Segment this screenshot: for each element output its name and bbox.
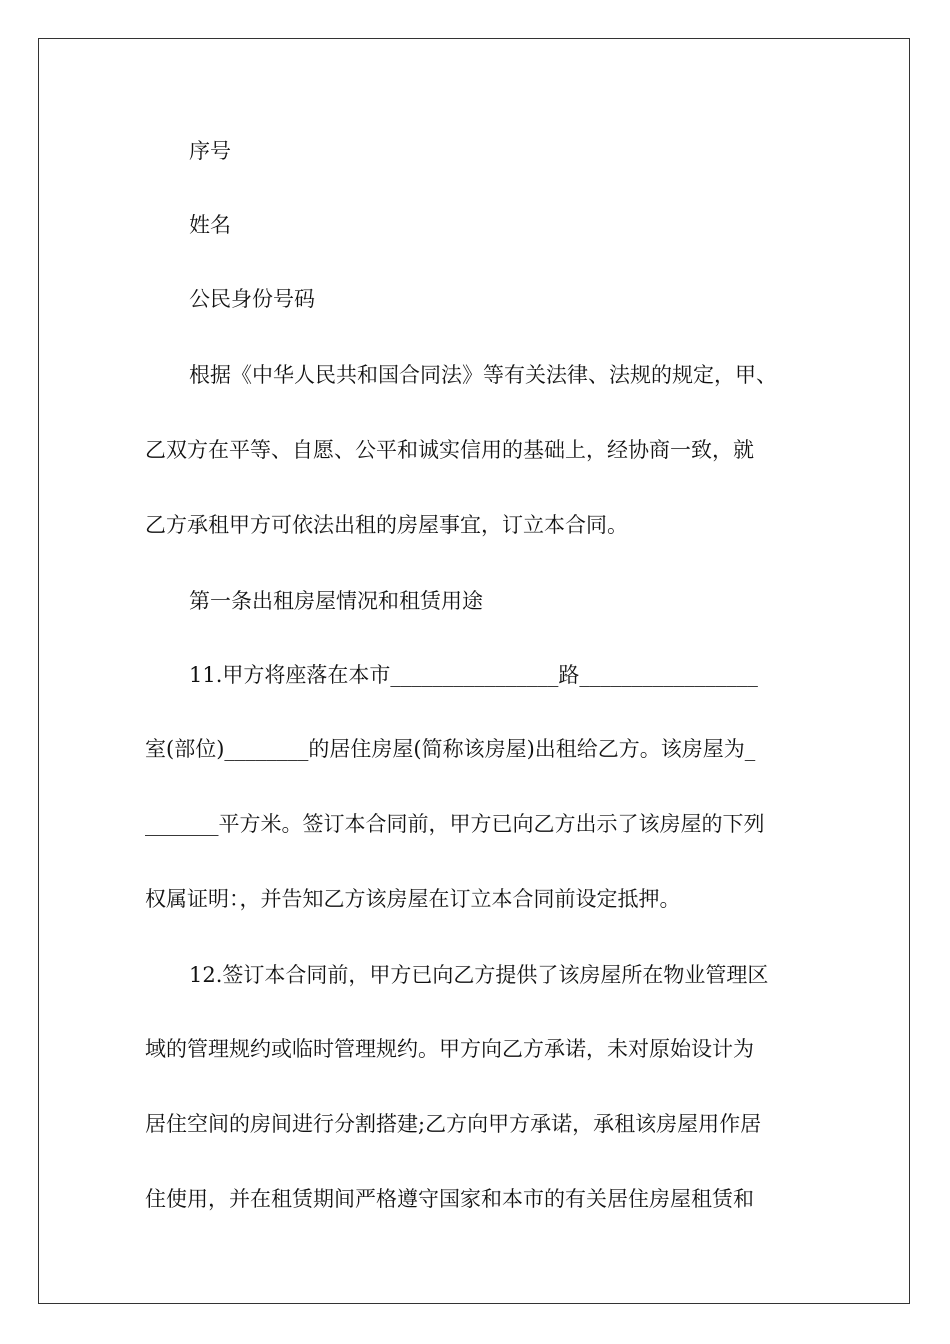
field-label-id-number: 公民身份号码	[189, 287, 315, 311]
paragraph-line: 住使用，并在租赁期间严格遵守国家和本市的有关居住房屋租赁和	[145, 1187, 754, 1211]
paragraph-line: 室(部位)________的居住房屋(简称该房屋)出租给乙方。该房屋为_	[145, 737, 756, 761]
field-label-name: 姓名	[189, 213, 231, 237]
field-label-serial: 序号	[189, 139, 231, 163]
paragraph-line: 根据《中华人民共和国合同法》等有关法律、法规的规定，甲、	[189, 363, 777, 387]
paragraph-line: 权属证明：，并告知乙方该房屋在订立本合同前设定抵押。	[145, 887, 681, 911]
paragraph-line: 11.甲方将座落在本市________________路_________________	[189, 663, 758, 687]
paragraph-line: 乙双方在平等、自愿、公平和诚实信用的基础上，经协商一致，就	[145, 438, 754, 462]
paragraph-line: 域的管理规约或临时管理规约。甲方向乙方承诺，未对原始设计为	[145, 1037, 754, 1061]
paragraph-line: 12.签订本合同前，甲方已向乙方提供了该房屋所在物业管理区	[189, 963, 769, 987]
article-heading: 第一条出租房屋情况和租赁用途	[189, 589, 483, 613]
paragraph-line: _______平方米。签订本合同前，甲方已向乙方出示了该房屋的下列	[145, 812, 765, 836]
paragraph-line: 居住空间的房间进行分割搭建;乙方向甲方承诺，承租该房屋用作居	[145, 1112, 762, 1136]
paragraph-line: 乙方承租甲方可依法出租的房屋事宜，订立本合同。	[145, 513, 628, 537]
